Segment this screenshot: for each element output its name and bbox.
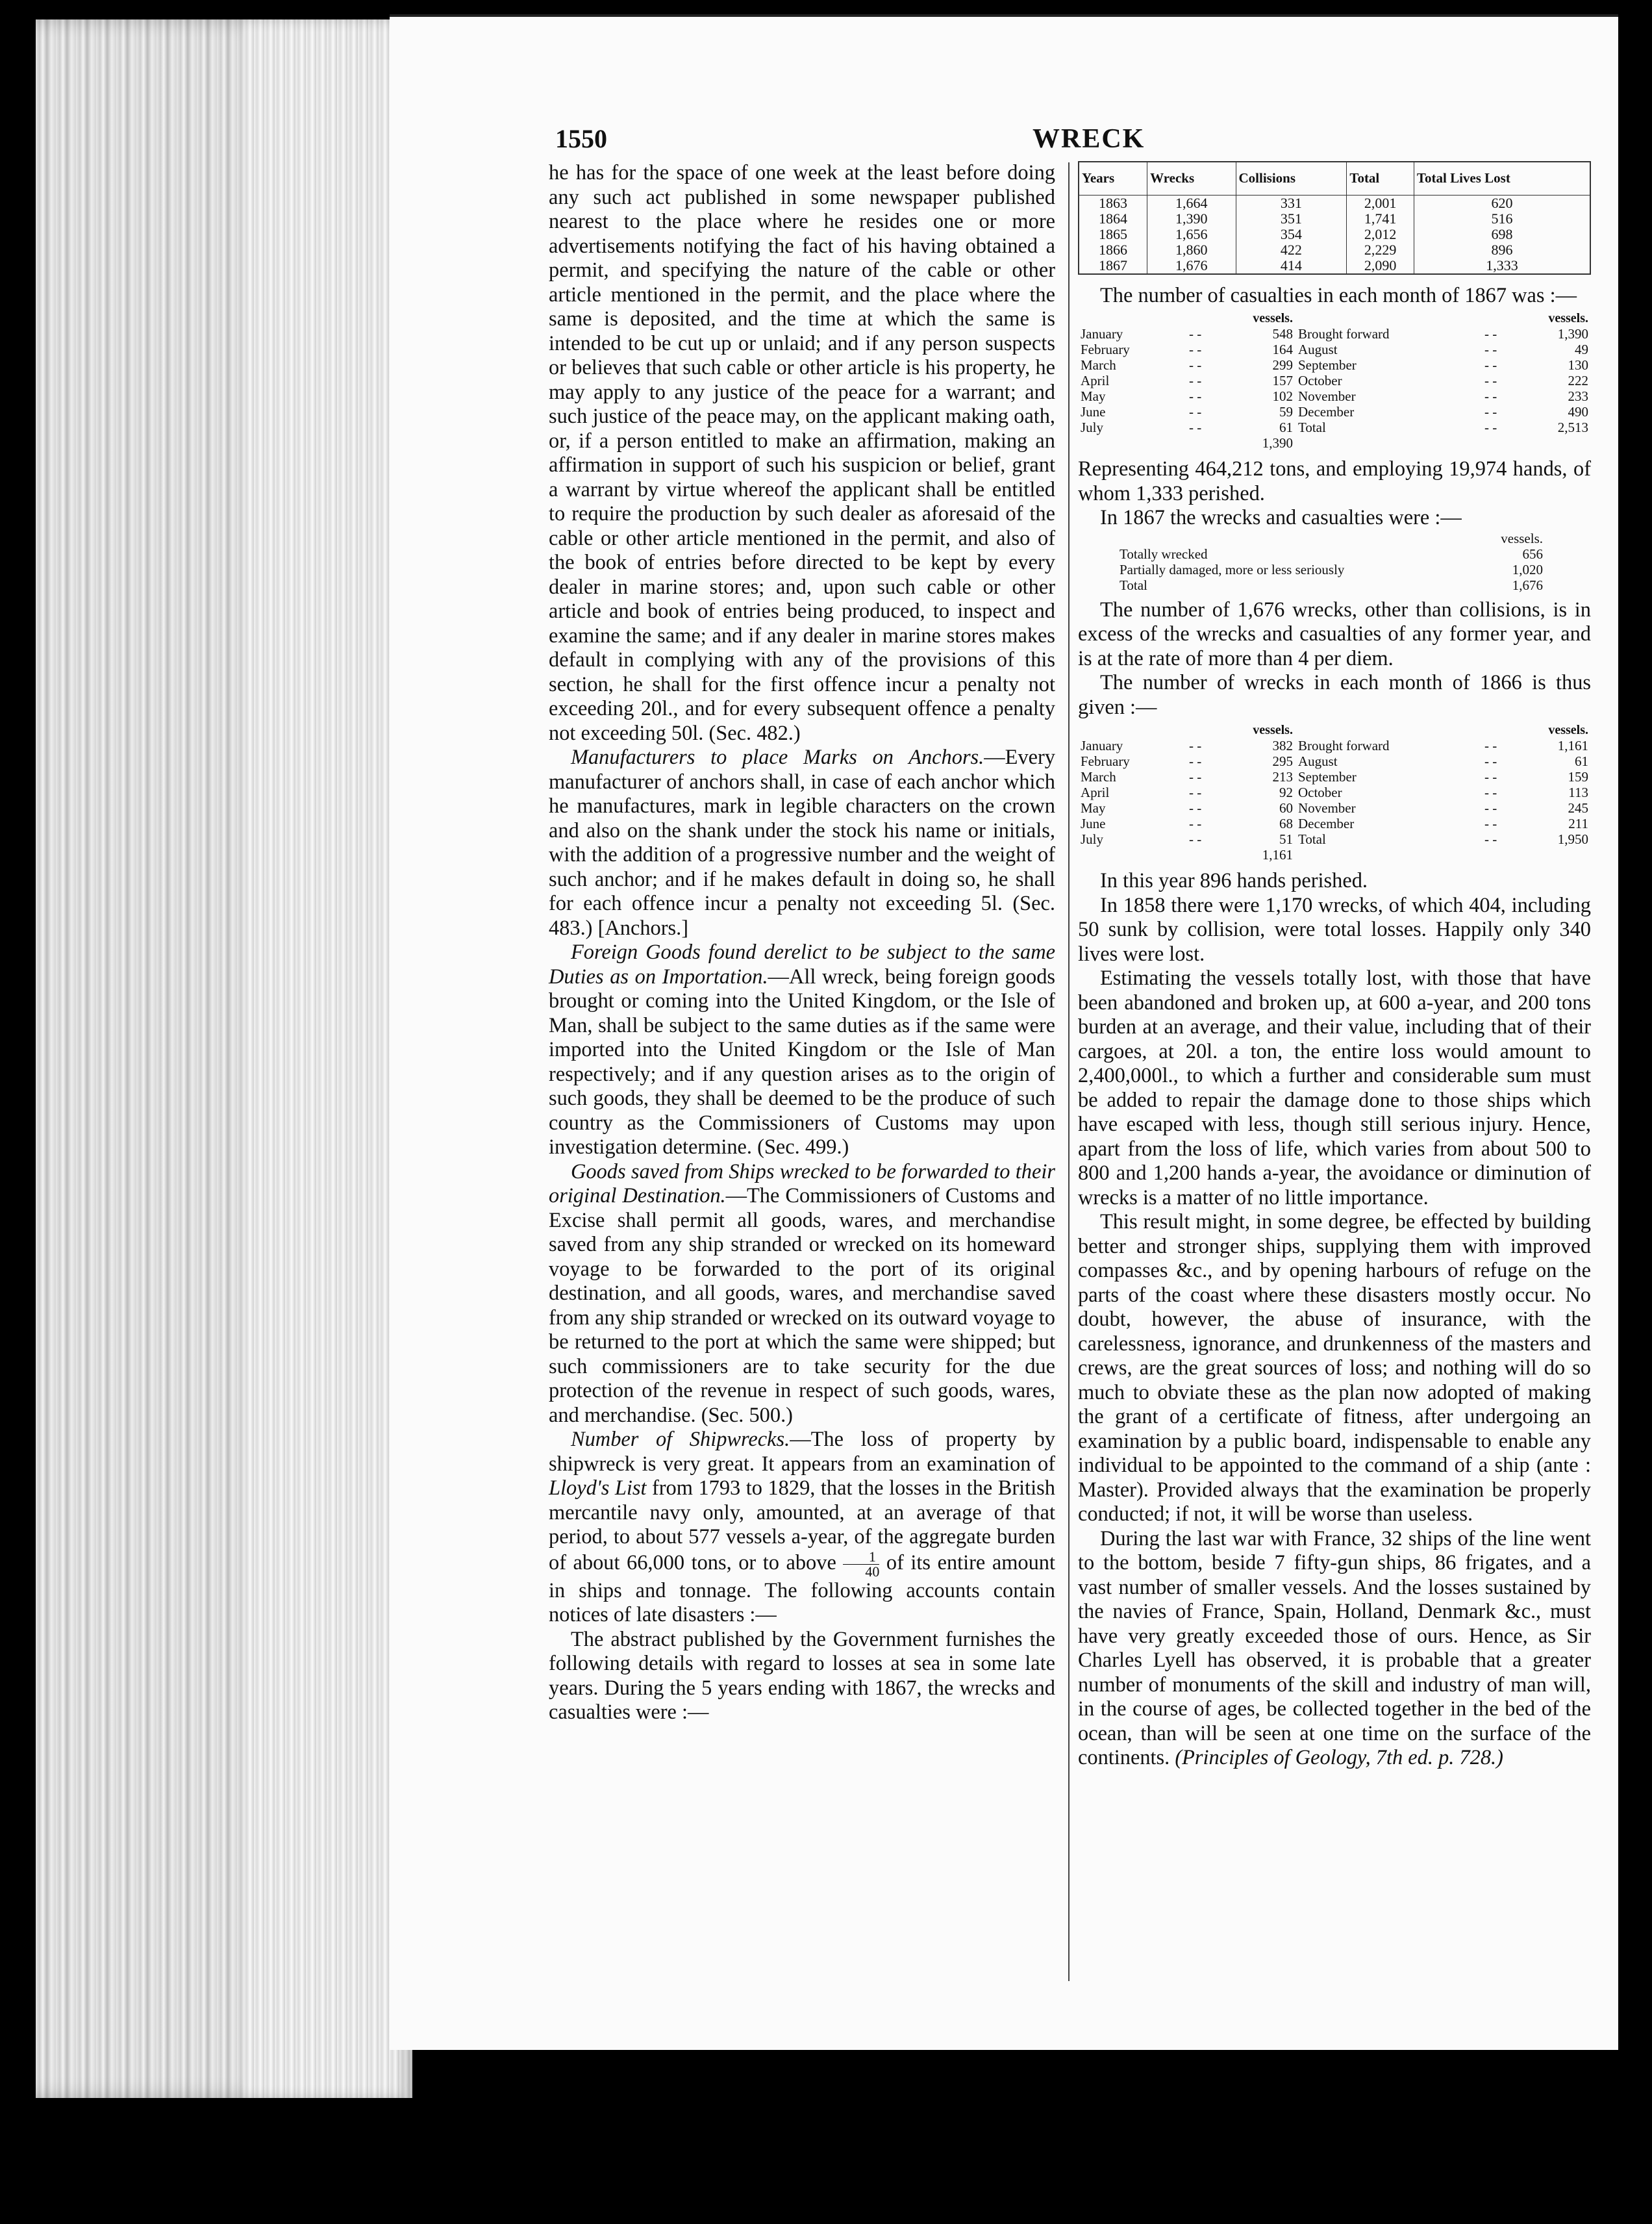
running-head: WRECK	[1032, 124, 1145, 154]
month-name: December	[1297, 404, 1355, 420]
spacer-cell	[1078, 435, 1179, 451]
column-header: Total Lives Lost	[1414, 162, 1590, 195]
table-cell: 516	[1414, 211, 1590, 227]
leader: - -	[1188, 388, 1202, 404]
table-row	[1078, 831, 1591, 847]
month-value: 113	[1568, 785, 1588, 800]
month-value: 382	[1272, 738, 1293, 753]
table-cell: 414	[1236, 258, 1347, 274]
row-value: 1,020	[1512, 561, 1543, 577]
column-header: Total	[1347, 162, 1414, 195]
month-value: 68	[1279, 816, 1293, 831]
leader: - -	[1188, 404, 1202, 420]
paragraph: he has for the space of one week at the least before doing any such act published in some newspaper published nearest to the place where he resides one or more advertisements notifying the fact of his having obtained a permit, and specifying the nature of the cable or other article mentioned in the permit, and the place where the same is deposited, and the time at which the same is intended to be cut up or unlaid; and if any person suspects or believes that such cable or other article is his property, he may apply to any justice of the peace for a warrant; and such justice of the peace may, on the applicant making oath, or, if a person entitled to make an affirmation, making an affirmation in support of such his suspicion or belief, grant a warrant by virtue whereof the applicant shall be entitled to require the production by such dealer as aforesaid of the cable or other article mentioned in the permit, and also of the book of entries before directed to be kept by every dealer in marine stores; and, upon such cable or other article and book of entries being produced, to inspect and examine the same; and if any dealer in marine stores makes default in complying with any of the provisions of this section, he shall for the first offence incur a penalty not exceeding 20l., and for every subsequent offence a penalty not exceeding 50l. (Sec. 482.)	[549, 161, 1055, 745]
month-value: 49	[1575, 342, 1588, 357]
table-cell: 1,741	[1347, 211, 1414, 227]
table-row	[1117, 546, 1546, 562]
month-name: September	[1297, 769, 1357, 785]
subtotal-value: 1,390	[1262, 435, 1293, 451]
wrecks-1867-table	[1117, 531, 1546, 593]
spacer-cell	[1474, 310, 1507, 326]
spacer-cell	[1474, 435, 1507, 451]
month-name: Total	[1297, 420, 1326, 435]
book-page-edges-inner	[244, 19, 412, 2098]
table-cell: 1863	[1079, 195, 1147, 211]
spacer-cell	[1295, 847, 1474, 863]
leader: - -	[1188, 738, 1202, 753]
month-name: July	[1081, 420, 1104, 435]
leader: - -	[1484, 404, 1497, 420]
table-cell: 1866	[1079, 242, 1147, 258]
row-label: Total	[1120, 577, 1147, 593]
leader: - -	[1484, 357, 1497, 373]
month-value: 164	[1272, 342, 1293, 357]
table-cell: 1864	[1079, 211, 1147, 227]
table-cell: 1,676	[1147, 258, 1236, 274]
subtotal-row	[1078, 847, 1591, 863]
paragraph: In 1858 there were 1,170 wrecks, of which 404, including 50 sunk by collision, were total losses. Happily only 340 lives were lost.	[1078, 893, 1591, 966]
table-cell: 351	[1236, 211, 1347, 227]
spacer-cell	[1295, 310, 1474, 326]
paragraph: This result might, in some degree, be effected by building better and stronger ships, supplying them with improved compasses &c., and by opening harbours of refuge on the parts of the coast where these disasters mostly occur. No doubt, however, the abuse of insurance, with the carelessness, ignorance, and drunkenness of the masters and crews, are the great sources of loss; and nothing will do so much to obviate these as the plan now adopted of making the grant of a certificate of fitness, after undergoing an examination by a public board, indispensable to enable any individual to be appointed to the command of a ship (ante : Master). Provided always that the examination be properly conducted; if not, it will be worse than useless.	[1078, 1210, 1591, 1526]
month-name: August	[1297, 753, 1338, 769]
spacer-cell	[1474, 847, 1507, 863]
table-cell: 1865	[1079, 227, 1147, 242]
table-cell: 1,390	[1147, 211, 1236, 227]
subtotal-value: 1,161	[1262, 847, 1293, 863]
spacer-cell	[1179, 435, 1212, 451]
leader: - -	[1484, 800, 1497, 816]
leader: - -	[1484, 388, 1497, 404]
table-row	[1078, 388, 1591, 404]
month-name: March	[1081, 769, 1116, 785]
row-value: 1,676	[1512, 577, 1543, 593]
month-value: 59	[1279, 404, 1293, 420]
month-value: 61	[1575, 753, 1588, 769]
page-number: 1550	[555, 124, 607, 153]
table-row	[1079, 258, 1590, 274]
unit-label: vessels.	[1548, 723, 1588, 737]
unit-row	[1078, 310, 1591, 326]
leader: - -	[1484, 420, 1497, 435]
leader: - -	[1484, 785, 1497, 800]
month-value: 1,390	[1557, 326, 1588, 342]
month-name: June	[1081, 404, 1106, 420]
leader: - -	[1484, 753, 1497, 769]
spacer-cell	[1179, 847, 1212, 863]
month-name: Total	[1297, 831, 1326, 847]
month-name: October	[1297, 785, 1342, 800]
right-column	[1078, 161, 1591, 1771]
section-heading: Foreign Goods found derelict to be subject to the same Duties as on Importation.	[549, 941, 1055, 989]
month-name: July	[1081, 831, 1104, 847]
paragraph: Estimating the vessels totally lost, with those that have been abandoned and broken up, at 600 a-year, and 200 tons burden at an average, and their value, including that of their cargoes, at 20l. a ton, the entire loss would amount to 2,400,000l., to which a further and considerable sum must be added to repair the damage done to those ships which have escaped with less, though still serious injury. Hence, apart from the loss of life, which varies from about 500 to 800 and 1,200 hands a-year, the avoidance or diminution of wrecks is a matter of no little importance.	[1078, 967, 1591, 1209]
table-row	[1078, 326, 1591, 342]
month-name: April	[1081, 373, 1110, 388]
leader: - -	[1188, 785, 1202, 800]
left-column	[549, 161, 1055, 1725]
table-cell: 354	[1236, 227, 1347, 242]
spacer-cell	[1078, 310, 1179, 326]
book-page-edges	[36, 19, 269, 2098]
month-value: 299	[1272, 357, 1293, 373]
leader: - -	[1484, 738, 1497, 753]
month-value: 490	[1568, 404, 1588, 420]
month-value: 102	[1272, 388, 1293, 404]
leader: - -	[1188, 800, 1202, 816]
paragraph-anchors: Manufacturers to place Marks on Anchors.—Every manufacturer of anchors shall, in case of each anchor which he manufactures, mark in legible characters on the crown and also on the shank under the stock his name or initials, with the addition of a progressive number and the weight of such anchor; and if he makes default in doing so, he shall for each offence incur a penalty not exceeding 5l. (Sec. 483.) [Anchors.]	[549, 746, 1055, 940]
table-cell: 422	[1236, 242, 1347, 258]
table-row	[1078, 816, 1591, 831]
column-header: Wrecks	[1147, 162, 1236, 195]
leader: - -	[1188, 831, 1202, 847]
month-name: February	[1081, 342, 1130, 357]
table-cell: 1,333	[1414, 258, 1590, 274]
month-name: May	[1081, 800, 1106, 816]
month-name: June	[1081, 816, 1106, 831]
table-row	[1078, 373, 1591, 388]
table-row	[1078, 753, 1591, 769]
leader: - -	[1484, 769, 1497, 785]
paragraph-goods-saved: Goods saved from Ships wrecked to be forwarded to their original Destination.—The Commissioners of Customs and Excise shall permit all goods, wares, and merchandise saved from any ship stranded or wrecked on its homeward voyage to be forwarded to the port of its original destination, and all goods, wares, and merchandise saved from any ship stranded or wrecked on its outward voyage to be returned to the port at which the same were shipped; but such commissioners are to take security for the due protection of the revenue in respect of such goods, wares, and merchandise. (Sec. 500.)	[549, 1159, 1056, 1427]
month-name: September	[1297, 357, 1357, 373]
spacer-cell	[1078, 847, 1179, 863]
spacer-cell	[1179, 722, 1212, 738]
month-value: 211	[1568, 816, 1588, 831]
month-name: January	[1081, 326, 1123, 342]
table-row	[1078, 342, 1591, 357]
paragraph: In 1867 the wrecks and casualties were :—	[1100, 506, 1462, 529]
table-cell: 1,860	[1147, 242, 1236, 258]
spacer-cell	[1078, 722, 1179, 738]
month-name: Brought forward	[1297, 326, 1390, 342]
table-row	[1079, 211, 1590, 227]
paragraph: The number of casualties in each month of 1867 was :—	[1100, 283, 1577, 307]
spacer-cell	[1295, 435, 1474, 451]
month-name: October	[1297, 373, 1342, 388]
spacer-cell	[1179, 310, 1212, 326]
month-value: 60	[1279, 800, 1293, 816]
leader: - -	[1188, 373, 1202, 388]
table-row	[1078, 785, 1591, 800]
month-name: April	[1081, 785, 1110, 800]
month-name: January	[1081, 738, 1123, 753]
month-value: 61	[1279, 420, 1293, 435]
row-value: 656	[1522, 546, 1543, 562]
table-cell: 1,664	[1147, 195, 1236, 211]
table-cell: 2,012	[1347, 227, 1414, 242]
spacer-cell	[1295, 722, 1474, 738]
unit-label: vessels.	[1501, 530, 1543, 546]
month-name: December	[1297, 816, 1355, 831]
table-cell: 1,656	[1147, 227, 1236, 242]
fraction: $\frac{1}{40}$	[843, 1550, 879, 1579]
leader: - -	[1188, 769, 1202, 785]
table-cell: 2,229	[1347, 242, 1414, 258]
month-value: 295	[1272, 753, 1293, 769]
table-row	[1078, 404, 1591, 420]
table-row	[1079, 242, 1590, 258]
leader: - -	[1188, 816, 1202, 831]
unit-row	[1078, 722, 1591, 738]
spacer-cell	[1117, 531, 1473, 546]
leader: - -	[1188, 753, 1202, 769]
paragraph: The number of 1,676 wrecks, other than collisions, is in excess of the wrecks and casualties of any former year, and is at the rate of more than 4 per diem.	[1078, 598, 1591, 670]
leader: - -	[1484, 816, 1497, 831]
table-cell: 896	[1414, 242, 1590, 258]
paragraph: In this year 896 hands perished.	[1100, 869, 1368, 892]
paragraph: Representing 464,212 tons, and employing 19,974 hands, of whom 1,333 perished.	[1078, 457, 1591, 505]
month-value: 213	[1272, 769, 1293, 785]
paragraph-abstract: The abstract published by the Government furnishes the following details with regard to losses at sea in some late years. During the 5 years ending with 1867, the wrecks and casualties were :—	[549, 1627, 1055, 1724]
column-header: Years	[1079, 162, 1147, 195]
month-value: 222	[1568, 373, 1588, 388]
citation: (Principles of Geology, 7th ed. p. 728.)	[1175, 1746, 1503, 1769]
row-label: Partially damaged, more or less seriously	[1120, 561, 1345, 577]
month-name: August	[1297, 342, 1338, 357]
leader: - -	[1484, 831, 1497, 847]
row-label: Totally wrecked	[1120, 546, 1208, 562]
column-divider	[1068, 162, 1070, 1981]
paragraph-shipwrecks: Number of Shipwrecks.—The loss of property by shipwreck is very great. It appears from an examination of Lloyd's List from 1793 to 1829, that the losses in the British mercantile navy only, amounted, at an average of that period, to about 577 vessels a-year, of the aggregate burden of about 66,000 tons, or to above $\frac{1}{40}$ of its entire amount in ships and tonnage. The following accounts contain notices of late disasters :—	[549, 1428, 1055, 1626]
months-1866-table	[1078, 722, 1591, 863]
page-header	[555, 123, 1594, 162]
month-name: Brought forward	[1297, 738, 1390, 753]
leader: - -	[1188, 326, 1202, 342]
paragraph: The number of wrecks in each month of 1866 is thus given :—	[1078, 671, 1591, 719]
leader: - -	[1188, 420, 1202, 435]
spacer-cell	[1474, 722, 1507, 738]
table-row	[1117, 562, 1546, 577]
month-name: May	[1081, 388, 1106, 404]
paragraph-foreign-goods: Foreign Goods found derelict to be subject to the same Duties as on Importation.—All wreck, being foreign goods brought or coming into the United Kingdom, or the Isle of Man, shall be subject to the same duties as if the same were imported into the United Kingdom or the Isle of Man respectively; and if any question arises as to the origin of such goods, they shall be deemed to be the produce of such country as the Commissioners of Customs may upon investigation determine. (Sec. 499.)	[549, 941, 1056, 1159]
leader: - -	[1188, 342, 1202, 357]
unit-label: vessels.	[1253, 723, 1293, 737]
table-cell: 1867	[1079, 258, 1147, 274]
section-heading: Goods saved from Ships wrecked to be forwarded to their original Destination.	[549, 1159, 1055, 1207]
subtotal-row	[1078, 435, 1591, 451]
leader: - -	[1484, 326, 1497, 342]
month-value: 92	[1279, 785, 1293, 800]
spacer-cell	[1507, 847, 1591, 863]
leader: - -	[1484, 373, 1497, 388]
unit-row	[1117, 531, 1546, 546]
spacer-cell	[1507, 435, 1591, 451]
month-value: 245	[1568, 800, 1588, 816]
table-row	[1079, 227, 1590, 242]
table-row	[1117, 577, 1546, 593]
section-heading: Number of Shipwrecks.	[571, 1428, 790, 1451]
months-1867-table	[1078, 310, 1591, 451]
table-row	[1078, 420, 1591, 435]
table-cell: 2,090	[1347, 258, 1414, 274]
month-value: 1,950	[1557, 831, 1588, 847]
month-value: 233	[1568, 388, 1588, 404]
month-value: 2,513	[1557, 420, 1588, 435]
table-row	[1079, 195, 1590, 211]
month-value: 548	[1272, 326, 1293, 342]
month-name: November	[1297, 388, 1356, 404]
table-cell: 331	[1236, 195, 1347, 211]
column-header: Collisions	[1236, 162, 1347, 195]
leader: - -	[1188, 357, 1202, 373]
table-row	[1078, 800, 1591, 816]
table-cell: 2,001	[1347, 195, 1414, 211]
table-cell: 620	[1414, 195, 1590, 211]
month-name: March	[1081, 357, 1116, 373]
years-table	[1078, 161, 1591, 275]
month-value: 51	[1279, 831, 1293, 847]
month-name: February	[1081, 753, 1130, 769]
table-row	[1078, 738, 1591, 753]
month-value: 157	[1272, 373, 1293, 388]
month-name: November	[1297, 800, 1356, 816]
leader: - -	[1484, 342, 1497, 357]
table-row	[1078, 357, 1591, 373]
paragraph-war: During the last war with France, 32 ships of the line went to the bottom, beside 7 fifty-gun ships, 86 frigates, and a vast number of smaller vessels. And the losses sustained by the navies of France, Spain, Holland, Denmark &c., must have very greatly exceeded those of ours. Hence, as Sir Charles Lyell has observed, it is probable that a greater number of monuments of the skill and industry of man will, in the course of ages, be collected together in the bed of the ocean, than will be seen at one time on the surface of the continents. (Principles of Geology, 7th ed. p. 728.)	[1078, 1526, 1591, 1769]
month-value: 130	[1568, 357, 1588, 373]
table-row	[1078, 769, 1591, 785]
table-cell: 698	[1414, 227, 1590, 242]
unit-label: vessels.	[1253, 311, 1293, 325]
section-heading: Manufacturers to place Marks on Anchors.	[571, 746, 984, 769]
month-value: 159	[1568, 769, 1588, 785]
unit-label: vessels.	[1548, 311, 1588, 325]
month-value: 1,161	[1557, 738, 1588, 753]
